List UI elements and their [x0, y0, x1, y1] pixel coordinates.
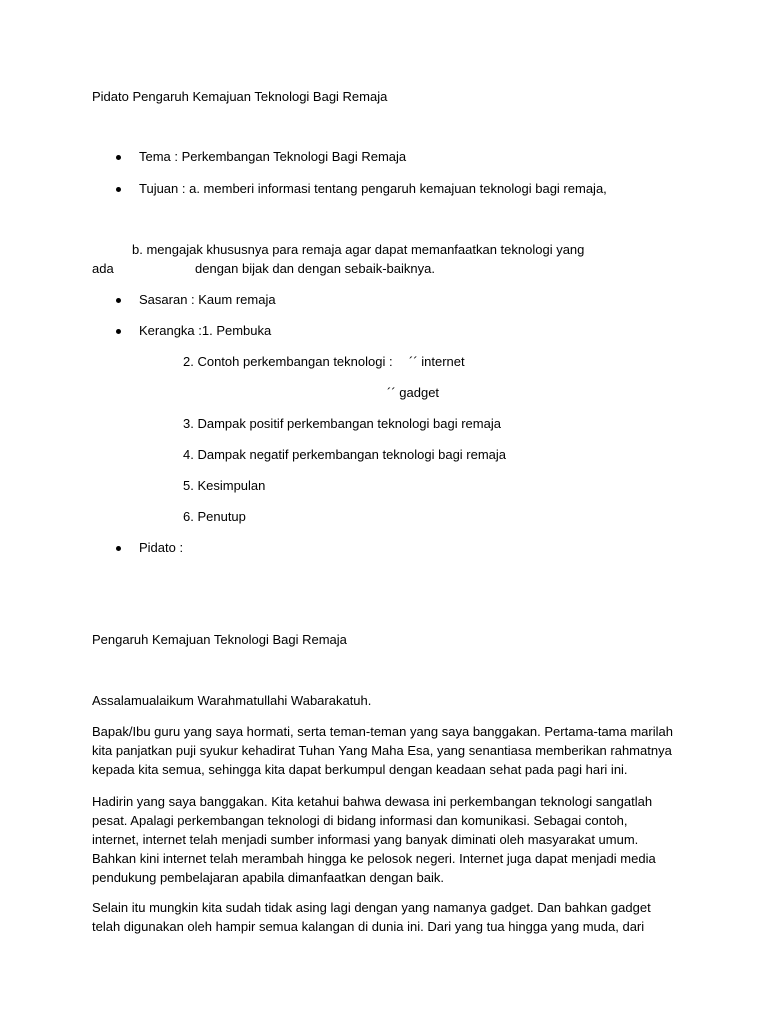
outline-sasaran: Sasaran : Kaum remaja — [139, 292, 276, 307]
outline-kerangka-2: 2. Contoh perkembangan teknologi : — [183, 354, 393, 369]
bullet-icon — [116, 329, 121, 334]
outline-tema: Tema : Perkembangan Teknologi Bagi Remaja — [139, 149, 407, 164]
bullet-icon — [116, 155, 121, 160]
speech-paragraph-1 — [92, 722, 682, 779]
outline-kerangka-3: 3. Dampak positif perkembangan teknologi bagi remaja — [183, 416, 501, 431]
outline-kerangka-4: 4. Dampak negatif perkembangan teknologi bagi remaja — [183, 447, 507, 462]
document-title: Pidato Pengaruh Kemajuan Teknologi Bagi Remaja — [92, 89, 388, 104]
outline-kerangka-2-gadget: ´´ gadget — [387, 385, 440, 400]
speech-heading: Pengaruh Kemajuan Teknologi Bagi Remaja — [92, 632, 347, 647]
paragraph-line: kita panjatkan puji syukur kehadirat Tuhan Yang Maha Esa, yang senantiasa memberikan rahmatnya — [92, 743, 672, 758]
paragraph-line: kepada kita semua, sehingga kita dapat berkumpul dengan keadaan sehat pada pagi hari ini. — [92, 762, 628, 777]
outline-tujuan-b-line2: dengan bijak dan dengan sebaik-baiknya. — [195, 261, 435, 276]
outline-tujuan-b-line1: b. mengajak khususnya para remaja agar dapat memanfaatkan teknologi yang — [132, 242, 585, 257]
paragraph-line: Hadirin yang saya banggakan. Kita ketahui bahwa dewasa ini perkembangan teknologi sangatlah — [92, 794, 653, 809]
outline-tujuan-a: Tujuan : a. memberi informasi tentang pengaruh kemajuan teknologi bagi remaja, — [139, 181, 607, 196]
outline-pidato: Pidato : — [139, 540, 184, 555]
paragraph-line: pesat. Apalagi perkembangan teknologi di bidang informasi dan komunikasi. Sebagai contoh, — [92, 813, 628, 828]
paragraph-line: pendukung pembelajaran apabila dimanfaatkan dengan baik. — [92, 870, 444, 885]
outline-kerangka-5: 5. Kesimpulan — [183, 478, 266, 493]
speech-paragraph-2 — [92, 792, 682, 887]
outline-kerangka: Kerangka :1. Pembuka — [139, 323, 272, 338]
paragraph-line: internet, internet telah menjadi sumber informasi yang banyak diminati oleh masyarakat umum. — [92, 832, 639, 847]
bullet-icon — [116, 187, 121, 192]
speech-paragraph-3 — [92, 898, 682, 936]
paragraph-line: Bapak/Ibu guru yang saya hormati, serta teman-teman yang saya banggakan. Pertama-tama marilah — [92, 724, 673, 739]
outline-kerangka-2-internet: ´´ internet — [409, 354, 465, 369]
bullet-icon — [116, 298, 121, 303]
paragraph-line: Bahkan kini internet telah merambah hingga ke pelosok negeri. Internet juga dapat menjadi media — [92, 851, 656, 866]
speech-greeting: Assalamualaikum Warahmatullahi Wabarakatuh. — [92, 693, 372, 708]
outline-tujuan-b-ada: ada — [92, 261, 114, 276]
paragraph-line: telah digunakan oleh hampir semua kalangan di dunia ini. Dari yang tua hingga yang muda, dari — [92, 919, 645, 934]
paragraph-line: Selain itu mungkin kita sudah tidak asing lagi dengan yang namanya gadget. Dan bahkan gadget — [92, 900, 651, 915]
outline-kerangka-6: 6. Penutup — [183, 509, 246, 524]
bullet-icon — [116, 546, 121, 551]
